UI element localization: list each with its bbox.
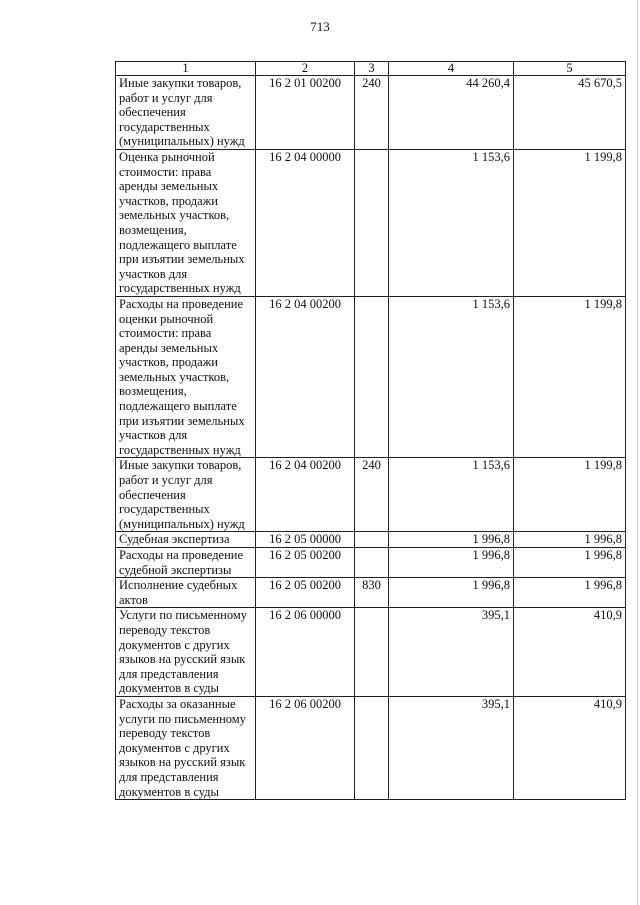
row-amount-2: 1 199,8 [514, 296, 626, 458]
table-row [116, 149, 626, 296]
table-row [116, 532, 626, 548]
row-amount-1: 1 996,8 [389, 532, 514, 548]
row-code: 16 2 04 00200 [256, 458, 355, 532]
row-code: 16 2 04 00000 [256, 149, 355, 296]
scan-edge-line [637, 0, 638, 905]
row-vr [355, 608, 389, 697]
row-code: 16 2 05 00200 [256, 578, 355, 608]
row-name: Оценка рыночной стоимости: права аренды земельных участков, продажи земельных участков, возмещения, подлежащего выплате при изъятии земельных участков для государственных нужд [116, 149, 256, 296]
column-header-5: 5 [514, 62, 626, 76]
table-row [116, 608, 626, 697]
row-amount-1: 1 153,6 [389, 296, 514, 458]
row-amount-2: 1 996,8 [514, 578, 626, 608]
row-vr: 830 [355, 578, 389, 608]
table-row [116, 458, 626, 532]
row-amount-1: 1 153,6 [389, 149, 514, 296]
row-name: Услуги по письменному переводу текстов документов с других языков на русский язык для представления документов в суды [116, 608, 256, 697]
row-amount-2: 1 996,8 [514, 532, 626, 548]
page-number: 713 [310, 19, 330, 34]
row-amount-1: 1 153,6 [389, 458, 514, 532]
table-row [116, 578, 626, 608]
table-row [116, 296, 626, 458]
row-amount-1: 44 260,4 [389, 76, 514, 150]
row-vr: 240 [355, 76, 389, 150]
row-name: Иные закупки товаров, работ и услуг для обеспечения государственных (муниципальных) нужд [116, 76, 256, 150]
table-row [116, 76, 626, 150]
column-header-1: 1 [116, 62, 256, 76]
row-vr [355, 296, 389, 458]
row-amount-1: 395,1 [389, 608, 514, 697]
row-vr [355, 548, 389, 578]
row-name: Судебная экспертиза [116, 532, 256, 548]
column-header-2: 2 [256, 62, 355, 76]
row-name: Расходы за оказанные услуги по письменному переводу текстов документов с других языков на русский язык для представления документов в суды [116, 696, 256, 799]
row-amount-2: 45 670,5 [514, 76, 626, 150]
column-header-3: 3 [355, 62, 389, 76]
row-amount-1: 1 996,8 [389, 548, 514, 578]
row-amount-1: 1 996,8 [389, 578, 514, 608]
row-code: 16 2 01 00200 [256, 76, 355, 150]
row-code: 16 2 05 00000 [256, 532, 355, 548]
table-row [116, 548, 626, 578]
row-vr [355, 149, 389, 296]
row-code: 16 2 04 00200 [256, 296, 355, 458]
row-amount-2: 1 996,8 [514, 548, 626, 578]
row-vr: 240 [355, 458, 389, 532]
row-amount-2: 410,9 [514, 696, 626, 799]
row-code: 16 2 06 00200 [256, 696, 355, 799]
row-amount-2: 1 199,8 [514, 149, 626, 296]
budget-table [115, 61, 626, 800]
row-amount-2: 410,9 [514, 608, 626, 697]
column-header-4: 4 [389, 62, 514, 76]
row-name: Исполнение судебных актов [116, 578, 256, 608]
row-code: 16 2 06 00000 [256, 608, 355, 697]
row-name: Расходы на проведение судебной экспертизы [116, 548, 256, 578]
row-name: Иные закупки товаров, работ и услуг для обеспечения государственных (муниципальных) нужд [116, 458, 256, 532]
row-vr [355, 532, 389, 548]
row-code: 16 2 05 00200 [256, 548, 355, 578]
table-header-row [116, 62, 626, 76]
row-amount-1: 395,1 [389, 696, 514, 799]
row-amount-2: 1 199,8 [514, 458, 626, 532]
row-name: Расходы на проведение оценки рыночной стоимости: права аренды земельных участков, продажи земельных участков, возмещения, подлежащего выплате при изъятии земельных участков для государственных нужд [116, 296, 256, 458]
row-vr [355, 696, 389, 799]
table-row [116, 696, 626, 799]
